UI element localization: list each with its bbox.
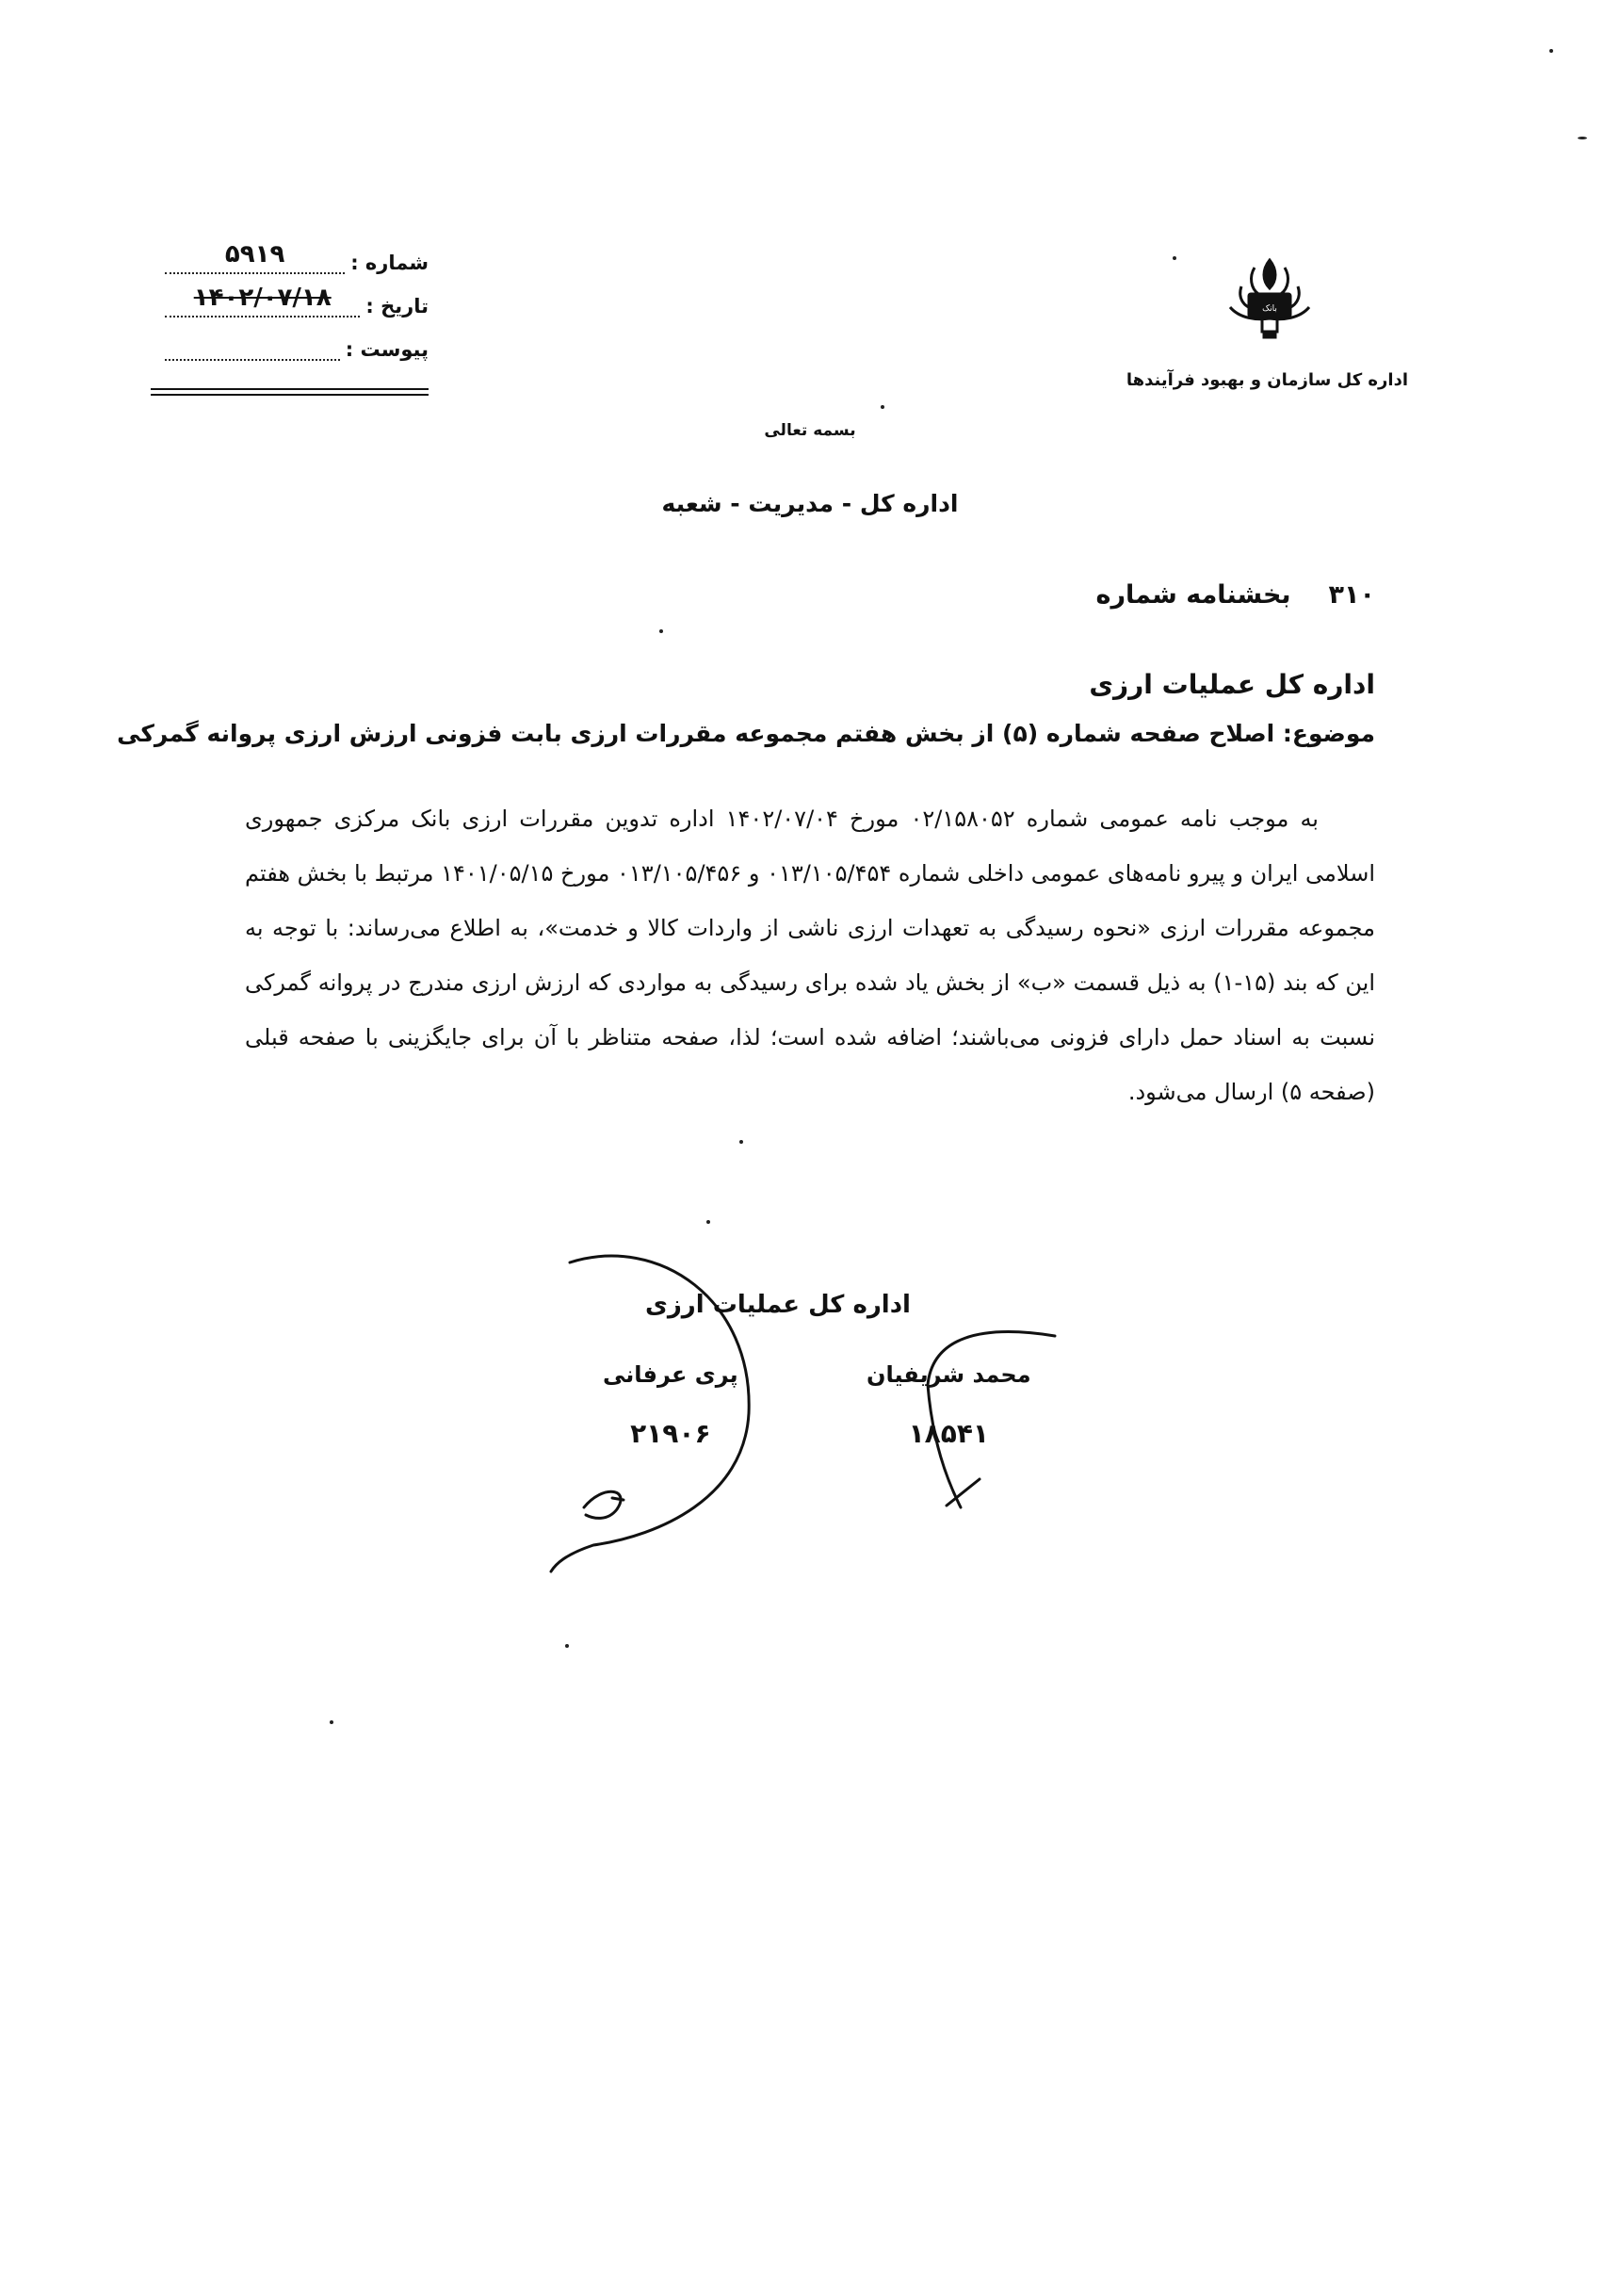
scan-speck xyxy=(1173,256,1176,260)
reference-attachment-row xyxy=(165,318,429,361)
reference-number-label: شماره : xyxy=(350,252,429,274)
circular-number-value: ۳۱۰ xyxy=(1328,580,1375,610)
letter-body xyxy=(245,791,1375,1119)
reference-number-row xyxy=(165,231,429,274)
signer-name: پری عرفانی xyxy=(603,1361,738,1388)
reference-attachment-label: پیوست : xyxy=(345,338,429,361)
scan-speck xyxy=(881,405,884,409)
reference-attachment-value xyxy=(165,327,340,361)
circular-number xyxy=(1096,580,1375,610)
reference-block xyxy=(165,231,429,361)
organization-name: اداره کل سازمان و بهبود فرآیندها xyxy=(1126,370,1408,390)
subject-line: موضوع: اصلاح صفحه شماره (۵) از بخش هفتم مجموعه مقررات ارزی بابت فزونی ارزش ارزی پروانه گمرکی xyxy=(117,720,1375,747)
circular-label: بخشنامه شماره xyxy=(1095,580,1291,610)
reference-date-value: ۱۴۰۲/۰۷/۱۸ xyxy=(165,284,360,318)
scan-speck xyxy=(706,1220,710,1224)
signer-erfani xyxy=(603,1361,738,1449)
signer-sharifian xyxy=(867,1361,1031,1449)
signer-code: ۲۱۹۰۶ xyxy=(630,1418,711,1449)
reference-date-label: تاریخ : xyxy=(365,295,429,318)
scan-speck xyxy=(1549,49,1553,53)
signature-stroke-2 xyxy=(584,1491,624,1518)
organization-emblem-icon xyxy=(1221,252,1319,343)
signature-unit: اداره کل عملیات ارزی xyxy=(645,1291,911,1319)
signature-stroke-5 xyxy=(947,1479,980,1506)
recipients-line: اداره کل - مدیریت - شعبه xyxy=(661,490,959,517)
reference-divider xyxy=(151,388,429,396)
reference-number-value: ۵۹۱۹ xyxy=(165,240,345,274)
body-paragraph: به موجب نامه عمومی شماره ۰۲/۱۵۸۰۵۲ مورخ ۱۴۰۲/۰۷/۰۴ اداره تدوین مقررات ارزی بانک مرکزی جمهوری اسلامی ایران و پیرو نامه‌های عمومی داخلی شماره ۰۱۳/۱۰۵/۴۵۴ و ۰۱۳/۱۰۵/۴۵۶ مورخ ۱۴۰۱/۰۵/۱۵ مرتبط با بخش هفتم مجموعه مقررات ارزی «نحوه رسیدگی به تعهدات ارزی ناشی از واردات کالا و خدمت»، به اطلاع می‌رساند: با توجه به این که بند (۱۵-۱) به ذیل قسمت «ب» از بخش یاد شده برای رسیدگی به مواردی که ارزش ارزی مندرج در پروانه گمرکی نسبت به اسناد حمل دارای فزونی می‌باشند؛ اضافه شده است؛ لذا، صفحه متناظر با آن برای جایگزینی با صفحه قبلی (صفحه ۵) ارسال می‌شود. xyxy=(245,806,1376,1105)
scan-speck xyxy=(330,1720,333,1724)
reference-date-row xyxy=(165,274,429,318)
signer-name: محمد شریفیان xyxy=(867,1361,1031,1388)
scan-speck xyxy=(659,629,663,633)
scan-speck xyxy=(1578,137,1587,139)
signer-code: ۱۸۵۴۱ xyxy=(908,1418,990,1449)
sender-unit: اداره کل عملیات ارزی xyxy=(1089,669,1375,700)
svg-text:بانک: بانک xyxy=(1262,304,1277,314)
bismillah: بسمه تعالی xyxy=(764,421,856,440)
scan-speck xyxy=(739,1140,743,1144)
scan-speck xyxy=(565,1644,569,1648)
